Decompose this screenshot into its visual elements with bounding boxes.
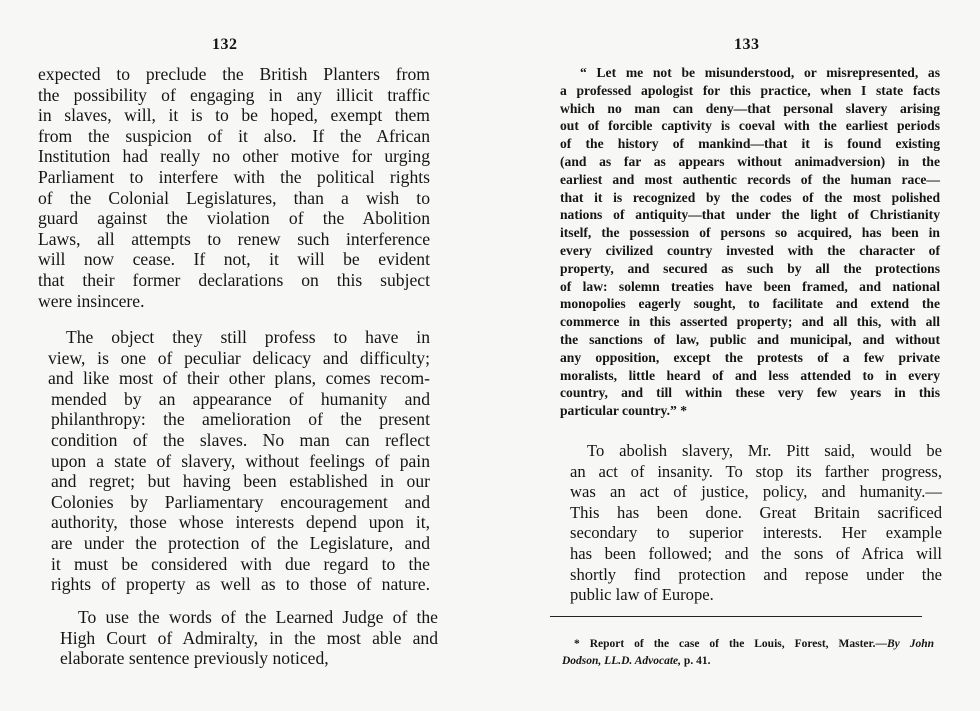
paragraph [48,327,430,595]
text-line: earliest and most authentic records of the human race— [560,171,940,187]
text-line: that it is recognized by the codes of the most polished [560,189,940,205]
right-page [490,0,980,711]
text-line: and like most of their other plans, comes recom- [48,368,430,389]
page-number: 133 [734,36,760,53]
text-line: the sanctions of law, public and municipal, and without [560,331,940,347]
footnote-page-ref: p. 41. [681,655,711,667]
text-line: country, and till within these very few years in this [560,385,940,401]
text-line: are under the protection of the Legislature, and [51,532,430,553]
text-line: from the suspicion of it also. If the African [38,125,430,146]
footnote-author: By John [886,638,934,650]
text-line: guard against the violation of the Abolition [38,208,430,229]
text-line: rights of property as well as to those of nature. [51,574,430,595]
text-line: This has been done. Great Britain sacrificed [570,502,942,522]
text-line: “ Let me not be misunderstood, or misrepresented, as [580,65,940,80]
text-line: of the Colonial Legislatures, than a wish to [38,187,430,208]
text-line: Parliament to interfere with the political rights [38,166,430,187]
text-line: property, and secured as such by all the protections [560,260,940,276]
text-line: secondary to superior interests. Her example [570,523,942,543]
paragraph [38,64,430,311]
footnote-text: * Report of the case of the Louis, Forest, Master.— [574,638,887,650]
text-line: expected to preclude the British Planters from [38,64,430,84]
text-line: To abolish slavery, Mr. Pitt said, would be [587,441,942,460]
text-line: nations of antiquity—that under the light of Christianity [560,207,940,223]
text-line: the possibility of engaging in any illicit traffic [38,84,430,105]
text-line: High Court of Admiralty, in the most able and [60,627,438,648]
text-line: were insincere. [38,290,145,311]
text-line: particular country.” * [560,403,687,419]
text-line: To use the words of the Learned Judge of the [78,607,438,627]
text-line: public law of Europe. [570,585,714,605]
text-line: authority, those whose interests depend upon it, [51,512,430,533]
text-line: any opposition, except the protests of a few private [560,349,940,365]
footnote-divider [550,616,922,617]
text-line: that their former declarations on this subject [38,269,430,290]
paragraph [60,607,438,669]
footnote-author: Dodson, LL.D. Advocate, [562,655,682,667]
text-line: moralists, little heard of and less attended to in every [560,367,940,383]
text-line: and regret; but having been established in our [51,471,430,492]
block-quote [560,64,940,420]
text-line: has been followed; and the sons of Africa will [570,543,942,563]
text-line: out of forcible captivity is coeval with the earliest periods [560,118,940,134]
text-line: upon a state of slavery, without feelings of pain [51,450,430,471]
text-line: commerce in this asserted property; and all this, with all [560,314,940,330]
footnote [562,636,934,670]
text-line: Institution had really no other motive for urging [38,146,430,167]
text-line: will now cease. If not, it will be evident [38,249,430,270]
page-number: 132 [212,36,238,53]
text-line: Laws, all attempts to renew such interference [38,228,430,249]
text-line: elaborate sentence previously noticed, [60,648,329,669]
text-line: The object they still profess to have in [66,327,430,347]
text-line: an act of insanity. To stop its farther progress, [570,461,942,481]
footnote-line [562,636,934,653]
paragraph [570,441,942,606]
text-line: a professed apologist for this practice, when I state facts [560,82,940,98]
text-line: which no man can deny—that personal slavery arising [560,100,940,116]
text-line: of law: solemn treaties have been framed, and national [560,278,940,294]
text-line: every civilized country invested with the character of [560,242,940,258]
text-line: shortly find protection and repose under the [570,564,942,584]
text-line: in slaves, will, it is to be hoped, exempt them [38,105,430,126]
text-line: of the history of mankind—that it is found existing [560,136,940,152]
text-line: philanthropy: the amelioration of the present [51,409,430,430]
text-line: condition of the slaves. No man can reflect [51,429,430,450]
text-line: was an act of justice, policy, and humanity.— [570,482,942,502]
text-line: view, is one of peculiar delicacy and difficulty; [48,347,430,368]
footnote-line [562,653,934,670]
text-line: Colonies by Parliamentary encouragement and [51,491,430,512]
text-line: it must be considered with due regard to the [51,553,430,574]
text-line: (and as far as appears without animadversion) in the [560,153,940,169]
text-line: itself, the possession of persons so acquired, has been in [560,225,940,241]
text-line: monopolies eagerly sought, to facilitate and extend the [560,296,940,312]
text-line: mended by an appearance of humanity and [51,388,430,409]
